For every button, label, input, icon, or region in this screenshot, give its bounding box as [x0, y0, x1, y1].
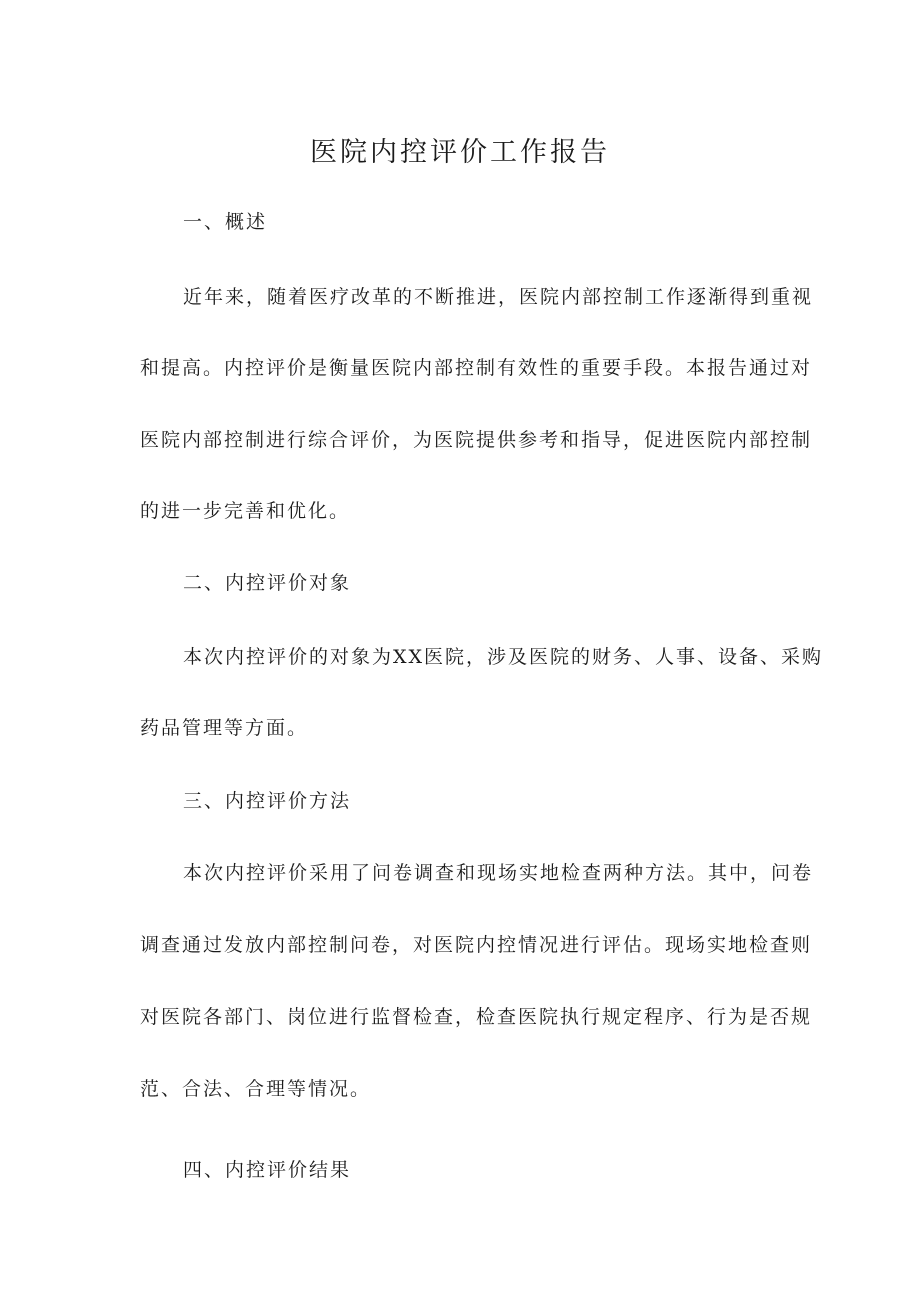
paragraph-line: 本次内控评价采用了问卷调查和现场实地检查两种方法。其中，问卷: [183, 862, 814, 884]
paragraph-line: 医院内部控制进行综合评价，为医院提供参考和指导，促进医院内部控制: [140, 429, 813, 451]
section-heading-overview: 一、概述: [183, 211, 268, 233]
paragraph-line: 近年来，随着医疗改革的不断推进，医院内部控制工作逐渐得到重视: [183, 286, 814, 308]
paragraph-line: 的进一步完善和优化。: [140, 500, 351, 522]
section-heading-evaluation-result: 四、内控评价结果: [183, 1159, 352, 1181]
document-title: 医院内控评价工作报告: [310, 137, 610, 168]
paragraph-line: 本次内控评价的对象为XX医院，涉及医院的财务、人事、设备、采购: [183, 646, 824, 668]
paragraph-line: 对医院各部门、岗位进行监督检查，检查医院执行规定程序、行为是否规: [140, 1006, 813, 1028]
section-heading-evaluation-method: 三、内控评价方法: [183, 790, 352, 812]
paragraph-line: 范、合法、合理等情况。: [140, 1078, 372, 1100]
section-heading-evaluation-object: 二、内控评价对象: [183, 572, 352, 594]
paragraph-line: 和提高。内控评价是衡量医院内部控制有效性的重要手段。本报告通过对: [140, 357, 813, 379]
paragraph-line: 药品管理等方面。: [140, 717, 309, 739]
paragraph-line: 调查通过发放内部控制问卷，对医院内控情况进行评估。现场实地检查则: [140, 934, 813, 956]
